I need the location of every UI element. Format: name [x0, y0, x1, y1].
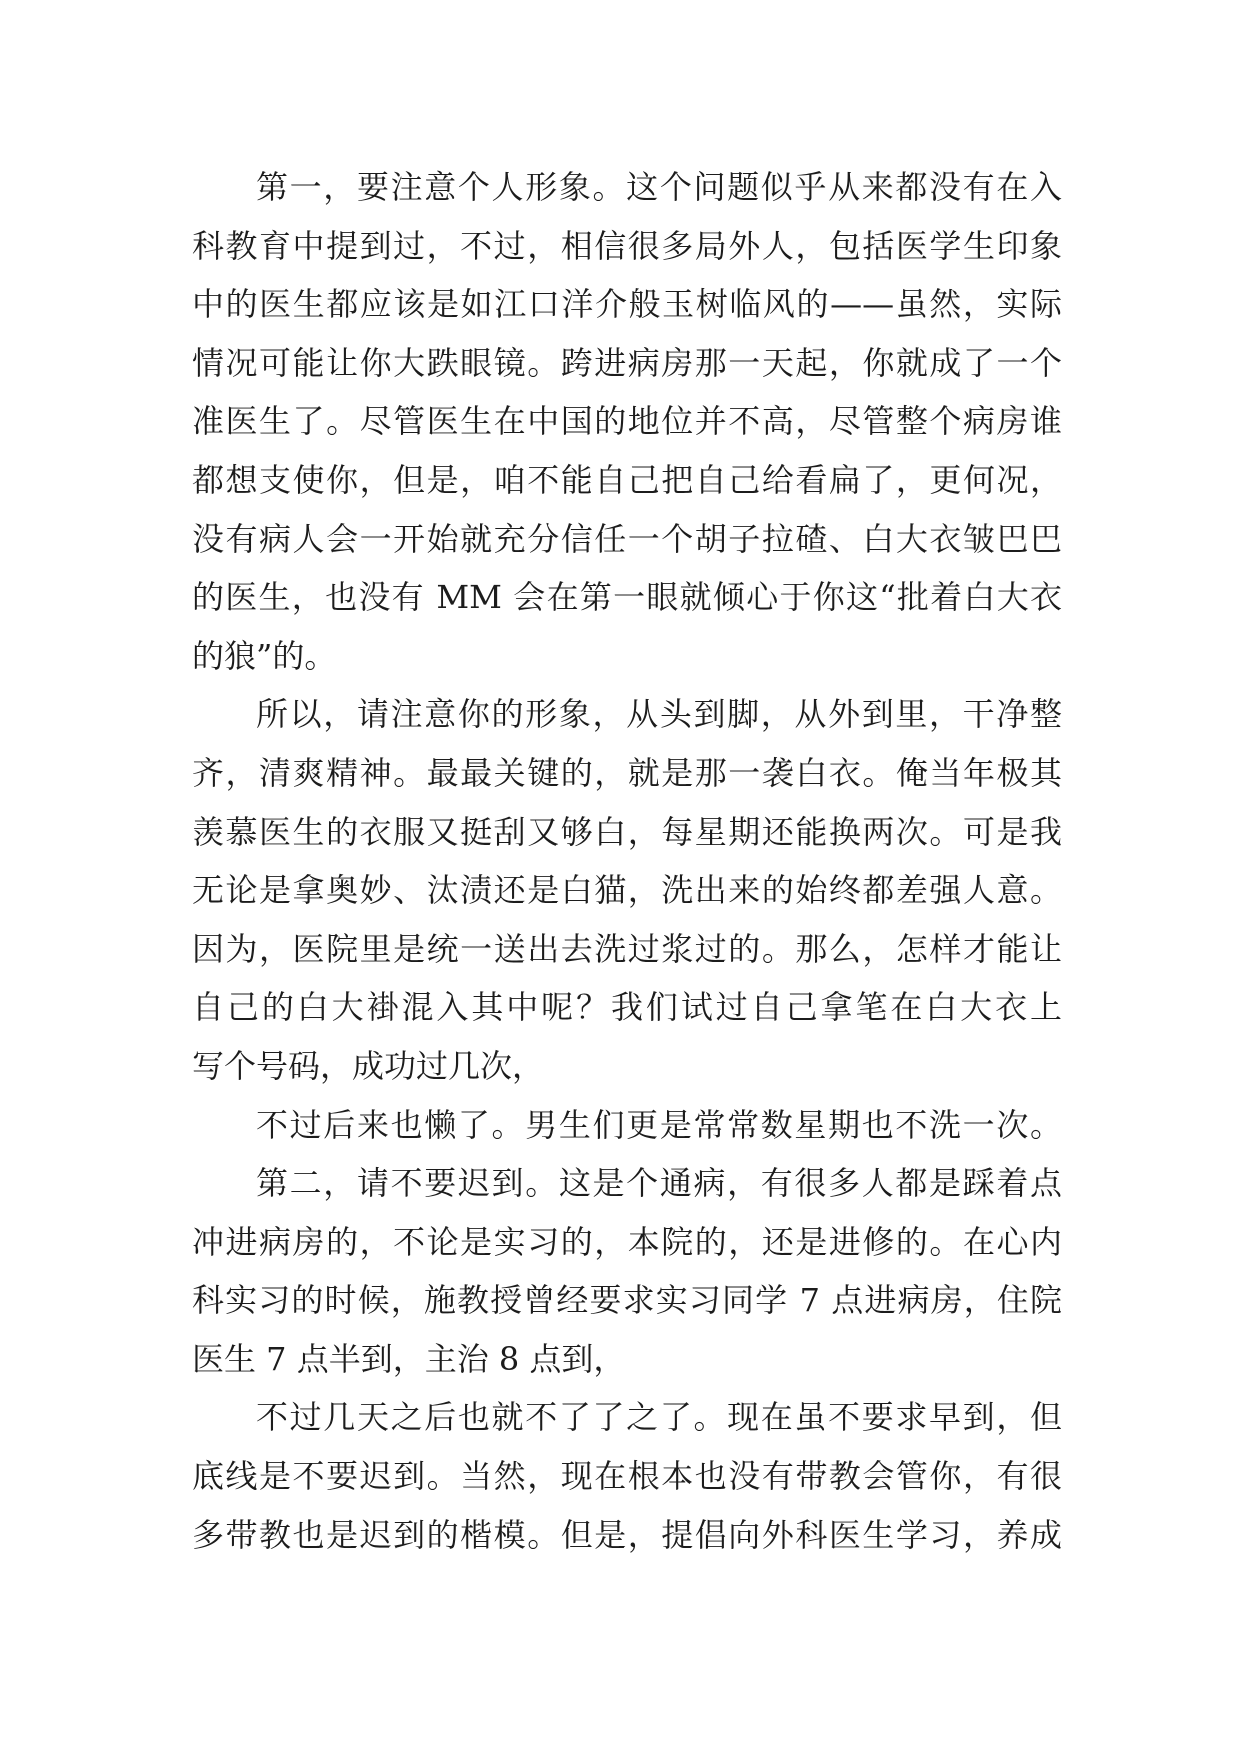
text-line: 底线是不要迟到。当然，现在根本也没有带教会管你，有很	[192, 1457, 1062, 1496]
text-line: 科实习的时候，施教授曾经要求实习同学 7 点进病房，住院	[192, 1281, 1062, 1320]
text-line: 第一，要注意个人形象。这个问题似乎从来都没有在入	[256, 168, 1062, 206]
text-line: 的医生，也没有 MM 会在第一眼就倾心于你这“批着白大衣	[192, 578, 1062, 617]
text-line: 因为，医院里是统一送出去洗过浆过的。那么，怎样才能让	[192, 929, 1062, 968]
text-line: 齐，清爽精神。最最关键的，就是那一袭白衣。俺当年极其	[192, 753, 1062, 792]
text-line: 无论是拿奥妙、汰渍还是白猫，洗出来的始终都差强人意。	[192, 871, 1062, 910]
body-text	[192, 158, 1062, 1564]
text-line: 的狼”的。	[192, 636, 337, 675]
text-line: 不过几天之后也就不了了之了。现在虽不要求早到，但	[256, 1398, 1062, 1437]
text-line: 自己的白大褂混入其中呢？我们试过自己拿笔在白大衣上	[192, 988, 1062, 1027]
text-line: 没有病人会一开始就充分信任一个胡子拉碴、白大衣皱巴巴	[192, 519, 1062, 558]
text-line: 多带教也是迟到的楷模。但是，提倡向外科医生学习，养成	[192, 1515, 1062, 1554]
text-line: 写个号码，成功过几次，	[192, 1046, 545, 1085]
text-line: 所以，请注意你的形象，从头到脚，从外到里，干净整	[256, 695, 1062, 734]
text-line: 医生 7 点半到，主治 8 点到，	[192, 1339, 626, 1378]
text-line: 羡慕医生的衣服又挺刮又够白，每星期还能换两次。可是我	[192, 812, 1062, 851]
text-line: 冲进病房的，不论是实习的，本院的，还是进修的。在心内	[192, 1222, 1062, 1261]
text-line: 准医生了。尽管医生在中国的地位并不高，尽管整个病房谁	[192, 402, 1062, 441]
text-line: 中的医生都应该是如江口洋介般玉树临风的——虽然，实际	[192, 285, 1062, 324]
text-line: 第二，请不要迟到。这是个通病，有很多人都是踩着点	[256, 1164, 1062, 1203]
text-line: 科教育中提到过，不过，相信很多局外人，包括医学生印象	[192, 226, 1062, 265]
text-line: 都想支使你，但是，咱不能自己把自己给看扁了，更何况，	[192, 460, 1062, 499]
text-line: 情况可能让你大跌眼镜。跨进病房那一天起，你就成了一个	[192, 343, 1062, 382]
text-line: 不过后来也懒了。男生们更是常常数星期也不洗一次。	[256, 1105, 1062, 1144]
